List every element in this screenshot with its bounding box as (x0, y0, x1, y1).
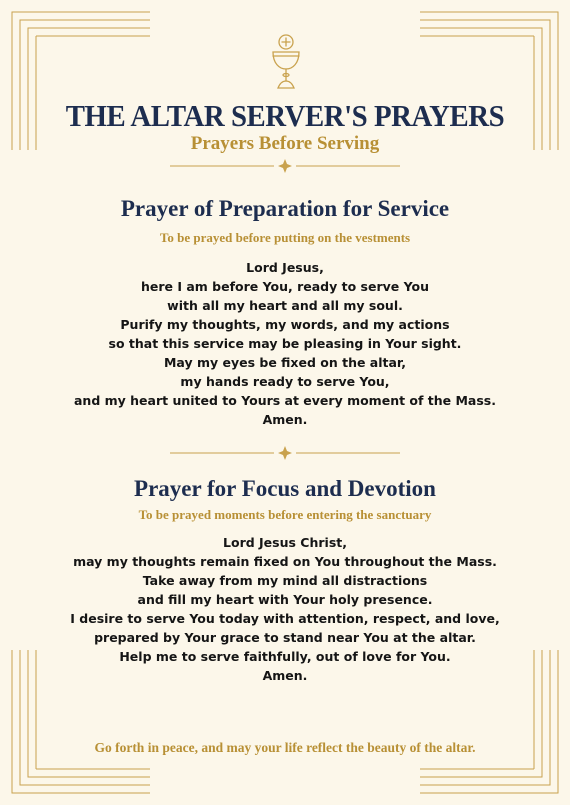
section-note-preparation: To be prayed before putting on the vestments (159, 230, 411, 245)
prayer-text-focus (0, 533, 570, 685)
page-subtitle: Prayers Before Serving (190, 133, 380, 154)
prayer-line: and fill my heart with Your holy presence. (137, 592, 433, 607)
closing-blessing: Go forth in peace, and may your life reflect the beauty of the altar. (94, 740, 476, 755)
prayer-line: here I am before You, ready to serve You (140, 279, 429, 294)
section-note-focus: To be prayed moments before entering the sanctuary (138, 507, 432, 522)
chalice-icon (268, 33, 304, 93)
prayer-line: Amen. (262, 412, 308, 427)
sparkle-divider (170, 159, 400, 173)
prayer-line: I desire to serve You today with attention, respect, and love, (70, 611, 500, 626)
page-title: THE ALTAR SERVER'S PRAYERS (65, 98, 505, 133)
prayer-line: Lord Jesus Christ, (223, 535, 347, 550)
prayer-line: Purify my thoughts, my words, and my actions (120, 317, 450, 332)
prayer-line: Lord Jesus, (246, 260, 324, 275)
prayer-line: with all my heart and all my soul. (167, 298, 403, 313)
prayer-line: May my eyes be fixed on the altar, (163, 355, 407, 370)
prayer-line: Take away from my mind all distractions (142, 573, 428, 588)
prayer-line: Help me to serve faithfully, out of love for You. (119, 649, 451, 664)
sparkle-divider (170, 446, 400, 460)
prayer-line: and my heart united to Yours at every moment of the Mass. (73, 393, 496, 408)
section-heading-preparation: Prayer of Preparation for Service (120, 196, 450, 221)
prayer-text-preparation (0, 258, 570, 429)
prayer-line: so that this service may be pleasing in Your sight. (108, 336, 462, 351)
prayer-line: my hands ready to serve You, (180, 374, 390, 389)
prayer-line: may my thoughts remain fixed on You throughout the Mass. (73, 554, 497, 569)
prayer-line: Amen. (262, 668, 308, 683)
section-heading-focus: Prayer for Focus and Devotion (134, 476, 436, 501)
prayer-line: prepared by Your grace to stand near You at the altar. (94, 630, 476, 645)
